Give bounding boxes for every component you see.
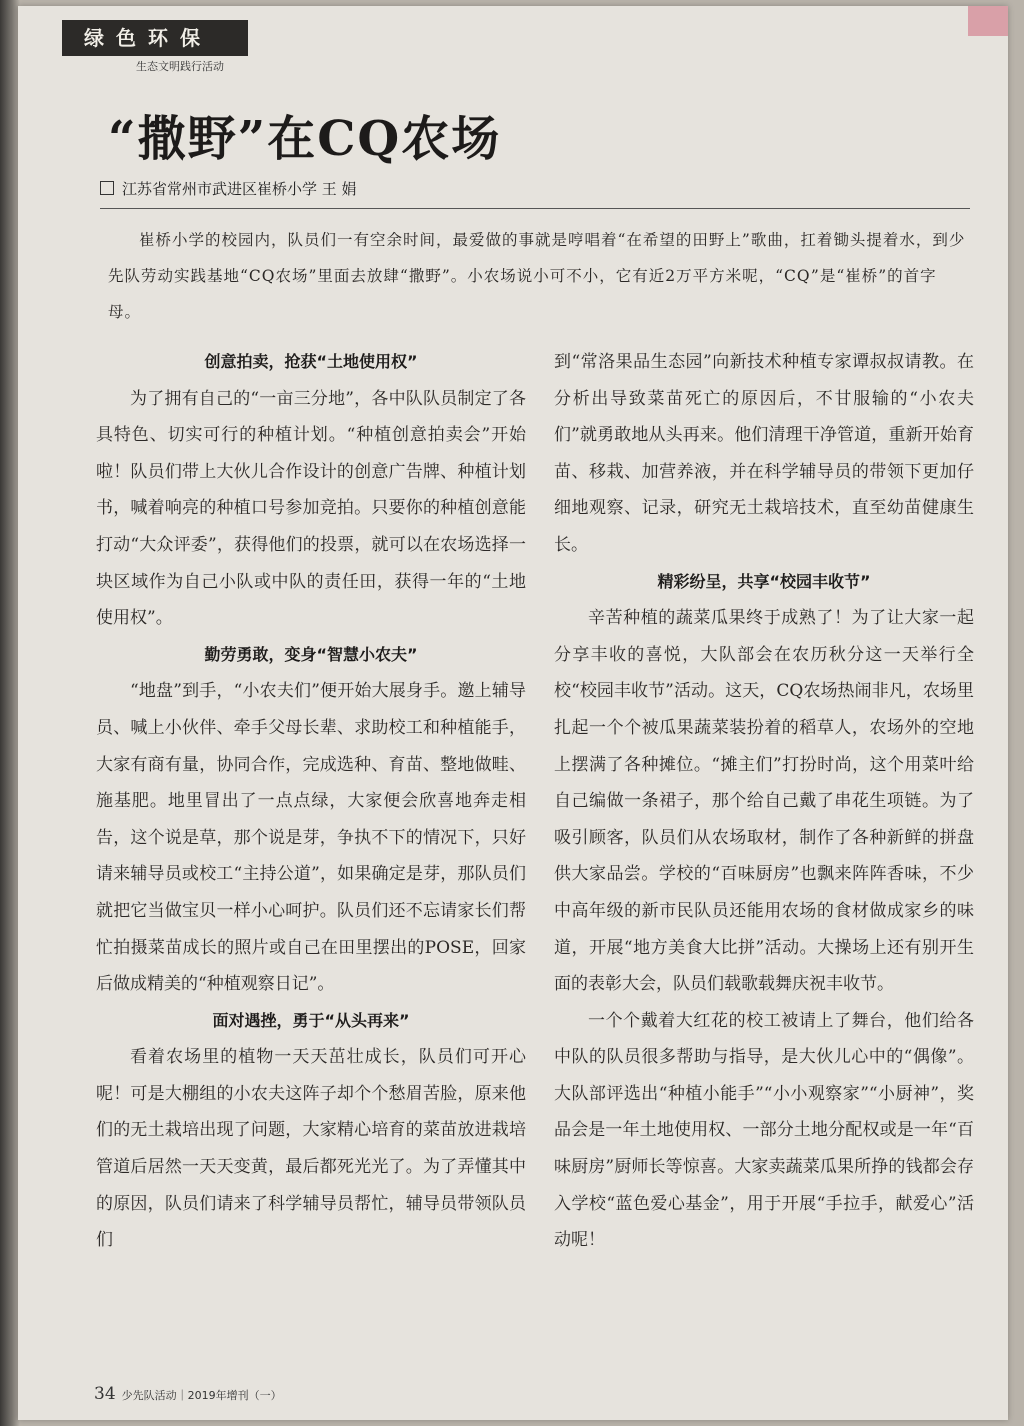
right-column [554, 344, 974, 1259]
section-heading-3: 面对遇挫，勇于“从头再来” [212, 1010, 410, 1030]
book-binding-shadow [0, 0, 20, 1426]
byline-box-icon [100, 181, 114, 195]
section-header: 绿色环保 [62, 20, 248, 56]
paragraph-5: 一个个戴着大红花的校工被请上了舞台，他们给各中队的队员很多帮助与指导，是大伙儿心中的“偶像”。大队部评选出“种植小能手”“小小观察家”“小厨神”，奖品会是一年土地使用权、一部分土地分配权或是一年“百味厨房”厨师长等惊喜。大家卖蔬菜瓜果所挣的钱都会存入学校“蓝色爱心基金”，用于开展“手拉手，献爱心”活动呢！ [554, 1010, 974, 1251]
section-heading-4: 精彩纷呈，共享“校园丰收节” [657, 571, 871, 591]
article-title: “撒野”在CQ农场 [108, 111, 502, 167]
paragraph-2: “地盘”到手，“小农夫们”便开始大展身手。邀上辅导员、喊上小伙伴、牵手父母长辈、求助校工和种植能手，大家有商有量，协同合作，完成选种、育苗、整地做畦、施基肥。地里冒出了一点点绿，大家便会欣喜地奔走相告，这个说是草，那个说是芽，争执不下的情况下，只好请来辅导员或校工“主持公道”，如果确定是芽，那队员们就把它当做宝贝一样小心呵护。队员们还不忘请家长们帮忙拍摄菜苗成长的照片或自己在田里摆出的POSE，回家后做成精美的“种植观察日记”。 [96, 681, 526, 995]
article-byline [100, 178, 357, 199]
paragraph-3-continued: 到“常洛果品生态园”向新技术种植专家谭叔叔请教。在分析出导致菜苗死亡的原因后，不甘服输的“小农夫们”就勇敢地从头再来。他们清理干净管道，重新开始育苗、移栽、加营养液，并在科学辅导员的带领下更加仔细地观察、记录，研究无土栽培技术，直至幼苗健康生长。 [554, 352, 974, 555]
byline-text: 江苏省常州市武进区崔桥小学 王 娟 [122, 180, 357, 198]
paragraph-1: 为了拥有自己的“一亩三分地”，各中队队员制定了各具特色、切实可行的种植计划。“种植创意拍卖会”开始啦！队员们带上大伙儿合作设计的创意广告牌、种植计划书，喊着响亮的种植口号参加竞拍。只要你的种植创意能打动“大众评委”，获得他们的投票，就可以在农场选择一块区域作为自己小队或中队的责任田，获得一年的“土地使用权”。 [96, 388, 526, 629]
article-intro: 崔桥小学的校园内，队员们一有空余时间，最爱做的事就是哼唱着“在希望的田野上”歌曲，扛着锄头提着水，到少先队劳动实践基地“CQ农场”里面去放肆“撒野”。小农场说小可不小，它有近2万平方米呢，“CQ”是“崔桥”的首字母。 [108, 231, 966, 321]
section-heading-2: 勤劳勇敢，变身“智慧小农夫” [204, 644, 418, 664]
page-number: 34 [94, 1384, 116, 1404]
title-divider [100, 208, 970, 209]
paragraph-3: 看着农场里的植物一天天茁壮成长，队员们可开心呢！可是大棚组的小农夫这阵子却个个愁眉苦脸，原来他们的无土栽培出现了问题，大家精心培育的菜苗放进栽培管道后居然一天天变黄，最后都死光光了。为了弄懂其中的原因，队员们请来了科学辅导员帮忙，辅导员带领队员们 [96, 1047, 526, 1251]
section-heading-1: 创意拍卖，抢获“土地使用权” [204, 352, 418, 371]
section-subheader: 生态文明践行活动 [136, 60, 224, 73]
adjacent-page-edge [968, 6, 1008, 36]
left-column [96, 344, 526, 1259]
journal-name: 少先队活动｜2019年增刊（一） [121, 1389, 282, 1402]
paragraph-4: 辛苦种植的蔬菜瓜果终于成熟了！为了让大家一起分享丰收的喜悦，大队部会在农历秋分这一天举行全校“校园丰收节”活动。这天，CQ农场热闹非凡，农场里扎起一个个被瓜果蔬菜装扮着的稻草人，农场外的空地上摆满了各种摊位。“摊主们”打扮时尚，这个用菜叶给自己编做一条裙子，那个给自己戴了串花生项链。为了吸引顾客，队员们从农场取材，制作了各种新鲜的拼盘供大家品尝。学校的“百味厨房”也飘来阵阵香味，不少中高年级的新市民队员还能用农场的食材做成家乡的味道，开展“地方美食大比拼”活动。大操场上还有别开生面的表彰大会，队员们载歌载舞庆祝丰收节。 [554, 608, 974, 995]
page-footer [94, 1384, 282, 1404]
